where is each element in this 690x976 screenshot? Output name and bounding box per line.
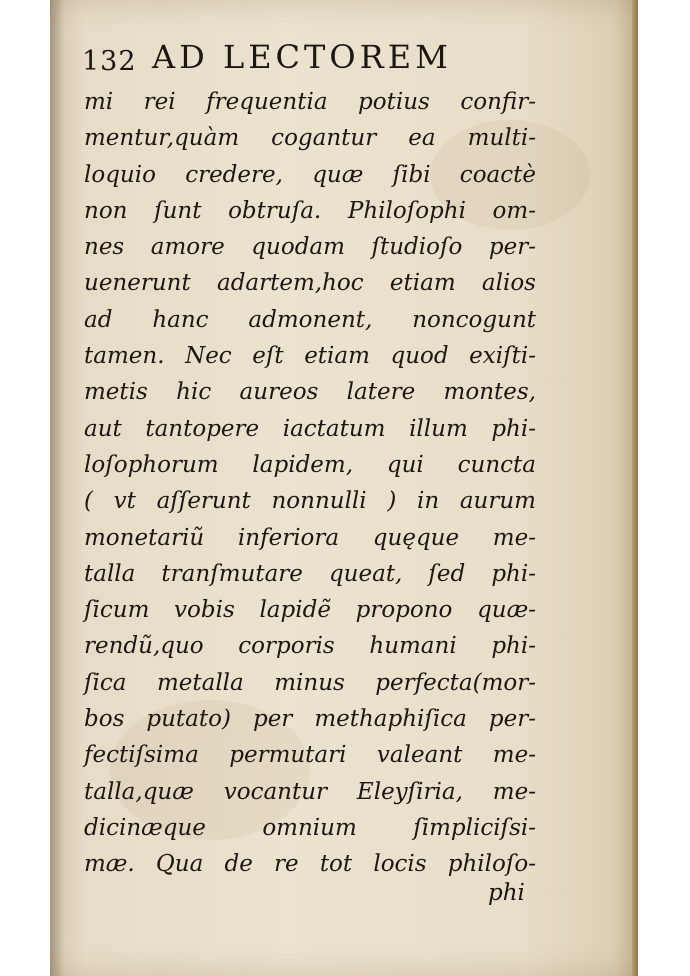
page-header <box>82 34 542 84</box>
text-line: ſica metalla minus perfecta(mor- <box>84 669 536 696</box>
text-line: dicinæque omnium ſimpliciſsi- <box>84 814 536 841</box>
text-line: mentur,quàm cogantur ea multi- <box>84 125 536 152</box>
text-line: nes amore quodam ſtudioſo per- <box>84 234 536 261</box>
text-line: mi rei frequentia potius confir- <box>84 89 536 115</box>
text-line: ad hanc admonent, noncogunt <box>84 306 536 333</box>
text-line: monetariũ inferiora quęque me- <box>84 524 536 551</box>
text-line: talla,quæ vocantur Eleyſiria, me- <box>84 778 536 805</box>
body-text <box>84 84 536 883</box>
text-line: loſophorum lapidem, qui cuncta <box>84 451 536 478</box>
text-line: rendũ,quo corporis humani phi- <box>84 633 536 660</box>
text-line: tamen. Nec eſt etiam quod exiſti- <box>84 343 536 370</box>
catchword: phi <box>488 880 525 906</box>
text-line: non ſunt obtruſa. Philoſophi om- <box>84 197 536 224</box>
page-gutter-shadow <box>50 0 64 976</box>
text-line: mæ. Qua de re tot locis philoſo- <box>84 851 536 878</box>
running-title: AD LECTOREM <box>152 38 452 76</box>
text-line: uenerunt adartem,hoc etiam alios <box>84 270 536 297</box>
text-line: loquio credere, quæ ſibi coactè <box>84 161 536 188</box>
text-line: ( vt aſſerunt nonnulli ) in aurum <box>84 488 536 515</box>
text-line: talla tranſmutare queat, ſed phi- <box>84 560 536 587</box>
text-line: bos putato) per methaphiſica per- <box>84 706 536 733</box>
text-line: ſicum vobis lapidẽ propono quæ- <box>84 597 536 624</box>
text-line: aut tantopere iactatum illum phi- <box>84 415 536 442</box>
text-line: metis hic aureos latere montes, <box>84 379 536 406</box>
text-line: fectiſsima permutari valeant me- <box>84 742 536 769</box>
page-edge <box>632 0 638 976</box>
page-number: 132 <box>82 46 137 77</box>
